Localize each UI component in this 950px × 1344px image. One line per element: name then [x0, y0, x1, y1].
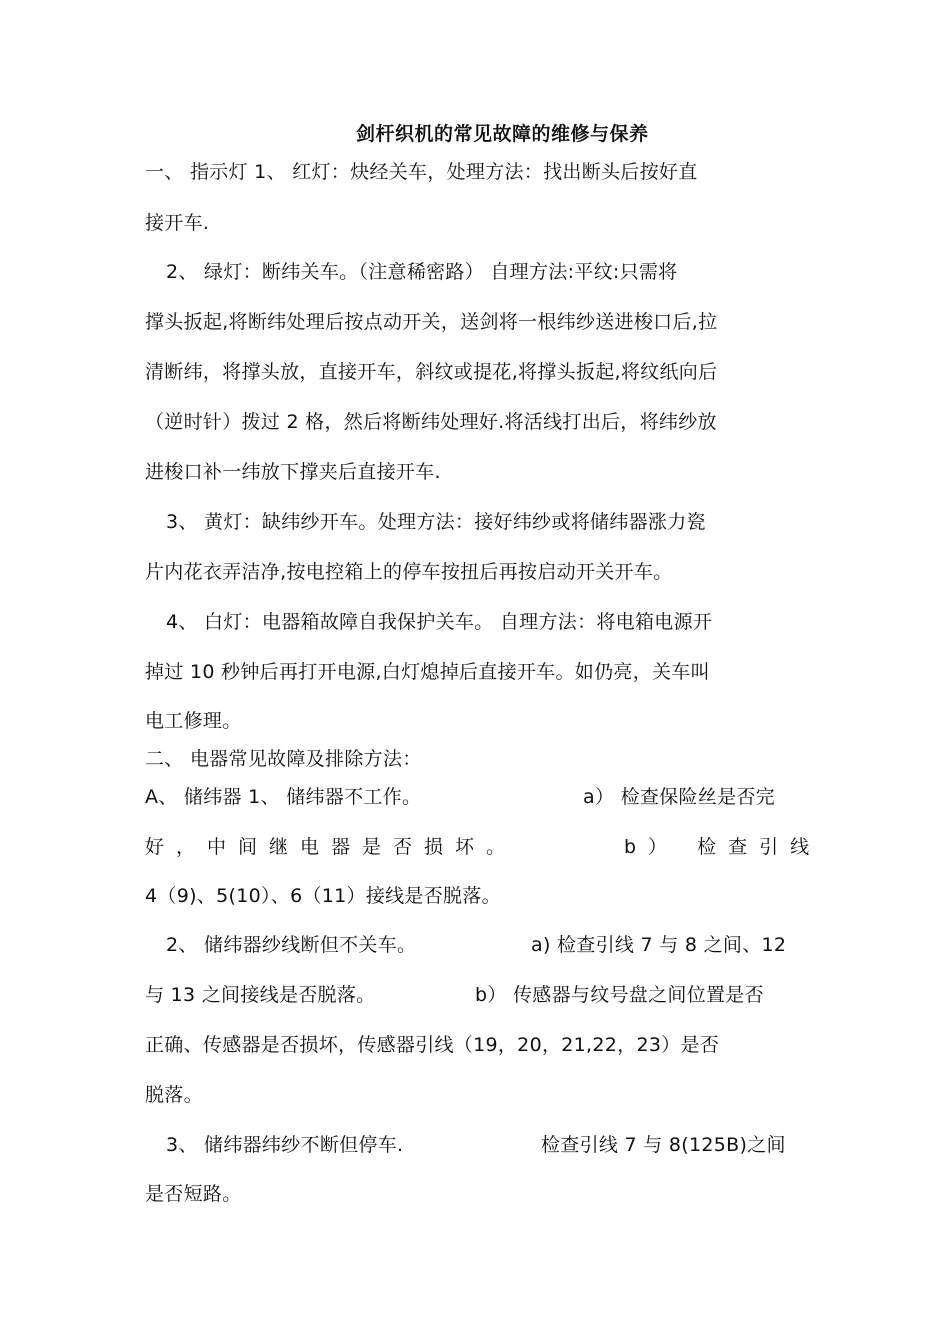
text-line-11: 掉过 10 秒钟后再打开电源,白灯熄掉后直接开车。如仍亮，关车叫	[145, 661, 710, 683]
text-line-7: 进梭口补一纬放下撑夹后直接开车.	[145, 461, 441, 483]
text-line-9: 片内花衣弄洁净,按电控箱上的停车按扭后再按启动开关开车。	[145, 561, 673, 583]
text-line-21-left: 3、 储纬器纬纱不断但停车.	[166, 1134, 404, 1156]
text-line-20: 脱落。	[145, 1084, 203, 1106]
text-line-17-left: 2、 储纬器纱线断但不关车。	[166, 934, 417, 956]
text-line-14-right: a） 检查保险丝是否完	[583, 786, 775, 808]
text-line-17-right: a) 检查引线 7 与 8 之间、12	[531, 934, 787, 956]
text-line-16: 4（9)、5(10）、6（11）接线是否脱落。	[145, 885, 501, 907]
section-heading-2: 二、 电器常见故障及排除方法：	[145, 748, 422, 770]
text-line-1: 一、 指示灯 1、 红灯：炔经关车，处理方法：找出断头后按好直	[145, 161, 698, 183]
text-line-14-left: A、 储纬器 1、 储纬器不工作。	[145, 786, 422, 808]
text-line-2: 接开车.	[145, 212, 210, 234]
text-line-4: 撑头扳起,将断纬处理后按点动开关，送剑将一根纬纱送进梭口后,拉	[145, 311, 718, 333]
text-line-12: 电工修理。	[145, 710, 242, 732]
text-line-10: 4、 白灯：电器箱故障自我保护关车。 自理方法：将电箱电源开	[166, 611, 713, 633]
text-line-21-right: 检查引线 7 与 8(125B)之间	[541, 1134, 786, 1156]
text-line-18-right: b） 传感器与纹号盘之间位置是否	[475, 984, 764, 1006]
text-line-15-left: 好，中间继电器是否损坏。	[145, 836, 518, 858]
document-title: 剑杆织机的常见故障的维修与保养	[356, 123, 649, 145]
text-line-15-right: b） 检查引线	[624, 836, 822, 858]
text-line-18-left: 与 13 之间接线是否脱落。	[145, 984, 376, 1006]
text-line-8: 3、 黄灯：缺纬纱开车。处理方法：接好纬纱或将储纬器涨力瓷	[166, 511, 706, 533]
text-line-6: （逆时针）拨过 2 格，然后将断纬处理好.将活线打出后，将纬纱放	[145, 411, 717, 433]
text-line-5: 清断纬，将撑头放，直接开车，斜纹或提花,将撑头扳起,将纹纸向后	[145, 361, 718, 383]
text-line-3: 2、 绿灯：断纬关车。（注意稀密路） 自理方法:平纹:只需将	[166, 261, 678, 283]
text-line-22: 是否短路。	[145, 1183, 242, 1205]
text-line-19: 正确、传感器是否损坏，传感器引线（19，20，21,22，23）是否	[145, 1034, 720, 1056]
